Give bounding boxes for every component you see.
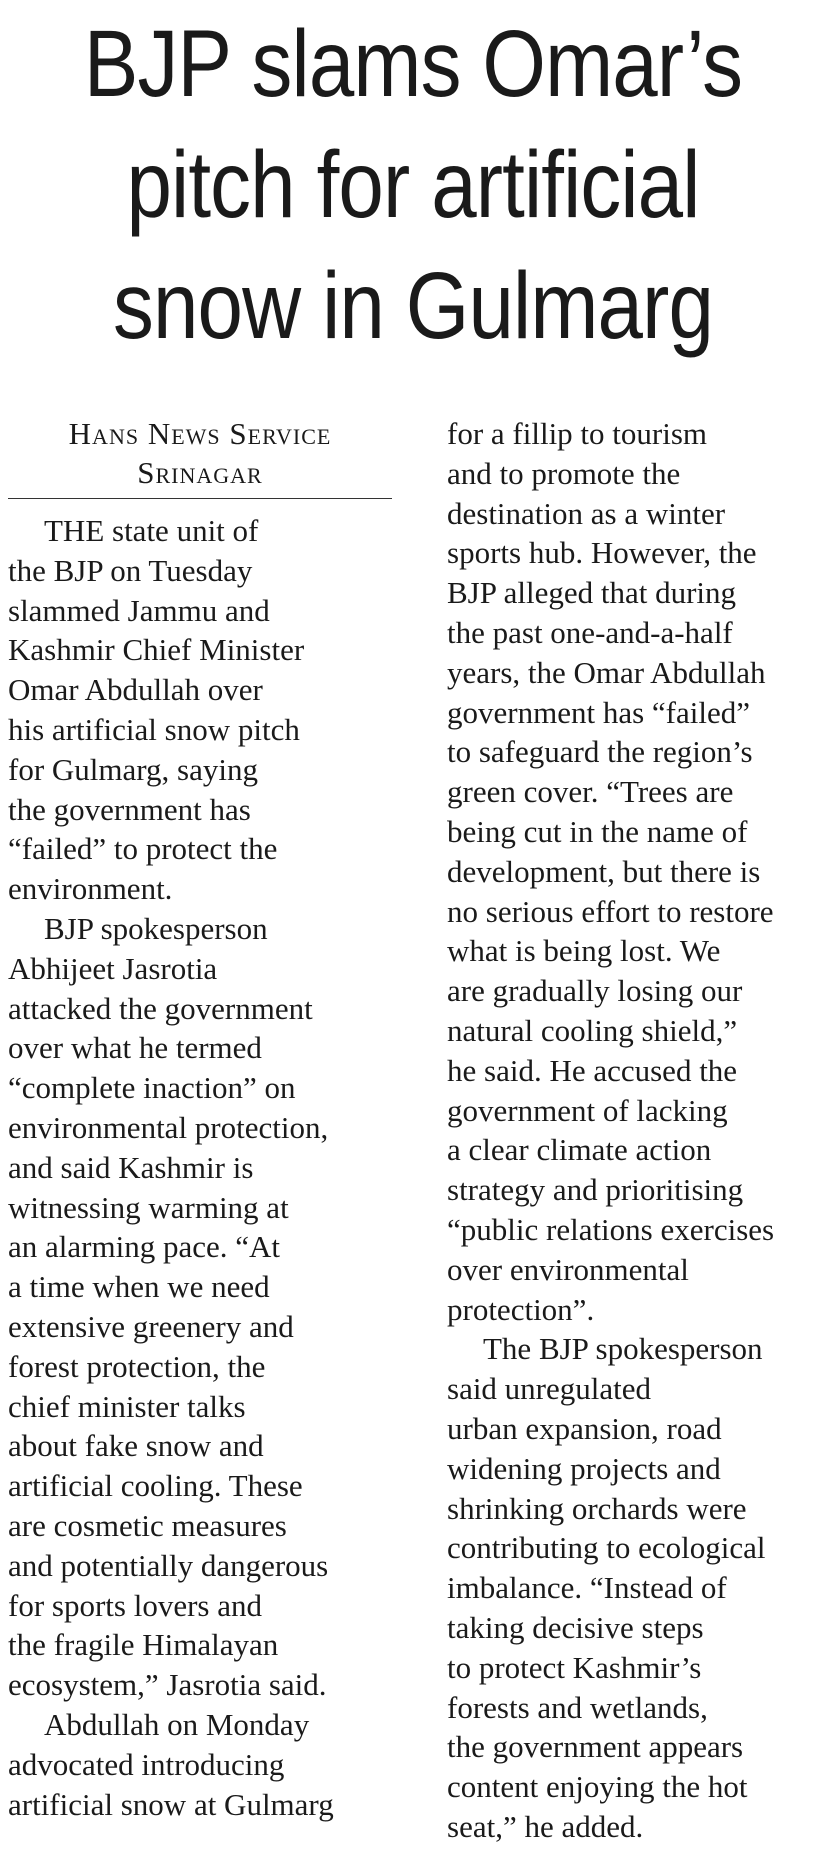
text-line: advocated introducing xyxy=(8,1746,285,1782)
text-line: the government appears xyxy=(447,1729,744,1765)
text-line: Kashmir Chief Minister xyxy=(8,632,305,668)
text-line: widening projects and xyxy=(447,1450,721,1486)
text-line: are gradually losing our xyxy=(447,973,743,1009)
text-line: shrinking orchards were xyxy=(447,1490,747,1526)
article-column-right xyxy=(447,414,825,1847)
text-line: years, the Omar Abdullah xyxy=(447,654,766,690)
text-line: taking decisive steps xyxy=(447,1609,704,1645)
text-line: environment. xyxy=(8,871,173,907)
text-line: artificial cooling. These xyxy=(8,1468,303,1504)
text-line: forests and wetlands, xyxy=(447,1689,708,1725)
headline-line-1: BJP slams Omar’s xyxy=(83,11,743,117)
text-line: Omar Abdullah over xyxy=(8,672,263,708)
text-line: and said Kashmir is xyxy=(8,1149,254,1185)
text-line: said unregulated xyxy=(447,1371,652,1407)
text-line: and to promote the xyxy=(447,455,681,491)
text-line: and potentially dangerous xyxy=(8,1547,329,1583)
text-line: about fake snow and xyxy=(8,1428,264,1464)
text-line: a clear climate action xyxy=(447,1132,712,1168)
text-line: to protect Kashmir’s xyxy=(447,1649,702,1685)
text-line: artificial snow at Gulmarg xyxy=(8,1786,334,1822)
left-column-body xyxy=(8,511,392,1824)
text-line: protection”. xyxy=(447,1291,595,1327)
text-line: witnessing warming at xyxy=(8,1189,289,1225)
text-line: for Gulmarg, saying xyxy=(8,751,258,787)
text-line: no serious effort to restore xyxy=(447,893,774,929)
text-line: urban expansion, road xyxy=(447,1410,722,1446)
text-line: natural cooling shield,” xyxy=(447,1012,738,1048)
text-line: development, but there is xyxy=(447,853,761,889)
text-line: the fragile Himalayan xyxy=(8,1627,279,1663)
text-line: over what he termed xyxy=(8,1030,262,1066)
text-line: THE state unit of xyxy=(44,513,259,548)
article-column-left xyxy=(8,414,392,1824)
text-line: for a fillip to tourism xyxy=(447,416,708,451)
text-line: green cover. “Trees are xyxy=(447,774,734,810)
text-line: his artificial snow pitch xyxy=(8,711,300,747)
right-column-body xyxy=(447,414,825,1847)
text-line: imbalance. “Instead of xyxy=(447,1570,727,1606)
text-line: chief minister talks xyxy=(8,1388,246,1424)
text-line: contributing to ecological xyxy=(447,1530,766,1566)
text-line: an alarming pace. “At xyxy=(8,1229,280,1265)
text-line: are cosmetic measures xyxy=(8,1507,287,1543)
headline-line-3: snow in Gulmarg xyxy=(112,253,714,359)
text-line: destination as a winter xyxy=(447,495,726,531)
text-line: government of lacking xyxy=(447,1092,728,1128)
text-line: content enjoying the hot xyxy=(447,1769,748,1805)
text-line: Abdullah on Monday xyxy=(44,1706,310,1742)
text-line: BJP alleged that during xyxy=(447,575,737,611)
byline xyxy=(8,414,392,492)
byline-divider xyxy=(8,498,392,499)
text-line: a time when we need xyxy=(8,1269,270,1305)
text-line: for sports lovers and xyxy=(8,1587,262,1623)
text-line: attacked the government xyxy=(8,990,313,1026)
text-line: the BJP on Tuesday xyxy=(8,552,253,588)
text-line: he said. He accused the xyxy=(447,1052,738,1088)
text-line: BJP spokesperson xyxy=(44,910,268,946)
text-line: ecosystem,” Jasrotia said. xyxy=(8,1667,327,1703)
text-line: over environmental xyxy=(447,1251,689,1287)
byline-agency: Hans News Service xyxy=(68,416,332,451)
text-line: the government has xyxy=(8,791,251,827)
text-line: “failed” to protect the xyxy=(8,831,278,867)
text-line: being cut in the name of xyxy=(447,813,748,849)
text-line: the past one-and-a-half xyxy=(447,614,733,650)
text-line: Abhijeet Jasrotia xyxy=(8,950,218,986)
text-line: “complete inaction” on xyxy=(8,1070,296,1106)
text-line: seat,” he added. xyxy=(447,1808,644,1844)
headline-line-2: pitch for artificial xyxy=(126,132,700,238)
text-line: to safeguard the region’s xyxy=(447,734,753,770)
text-line: slammed Jammu and xyxy=(8,592,270,628)
text-line: government has “failed” xyxy=(447,694,750,730)
text-line: what is being lost. We xyxy=(447,933,721,969)
text-line: The BJP spokesperson xyxy=(483,1331,763,1367)
text-line: environmental protection, xyxy=(8,1109,329,1145)
article-headline xyxy=(58,4,768,367)
text-line: forest protection, the xyxy=(8,1348,266,1384)
text-line: strategy and prioritising xyxy=(447,1172,744,1208)
text-line: “public relations exercises xyxy=(447,1211,775,1247)
byline-location: Srinagar xyxy=(137,455,263,490)
text-line: extensive greenery and xyxy=(8,1308,294,1344)
text-line: sports hub. However, the xyxy=(447,535,757,571)
